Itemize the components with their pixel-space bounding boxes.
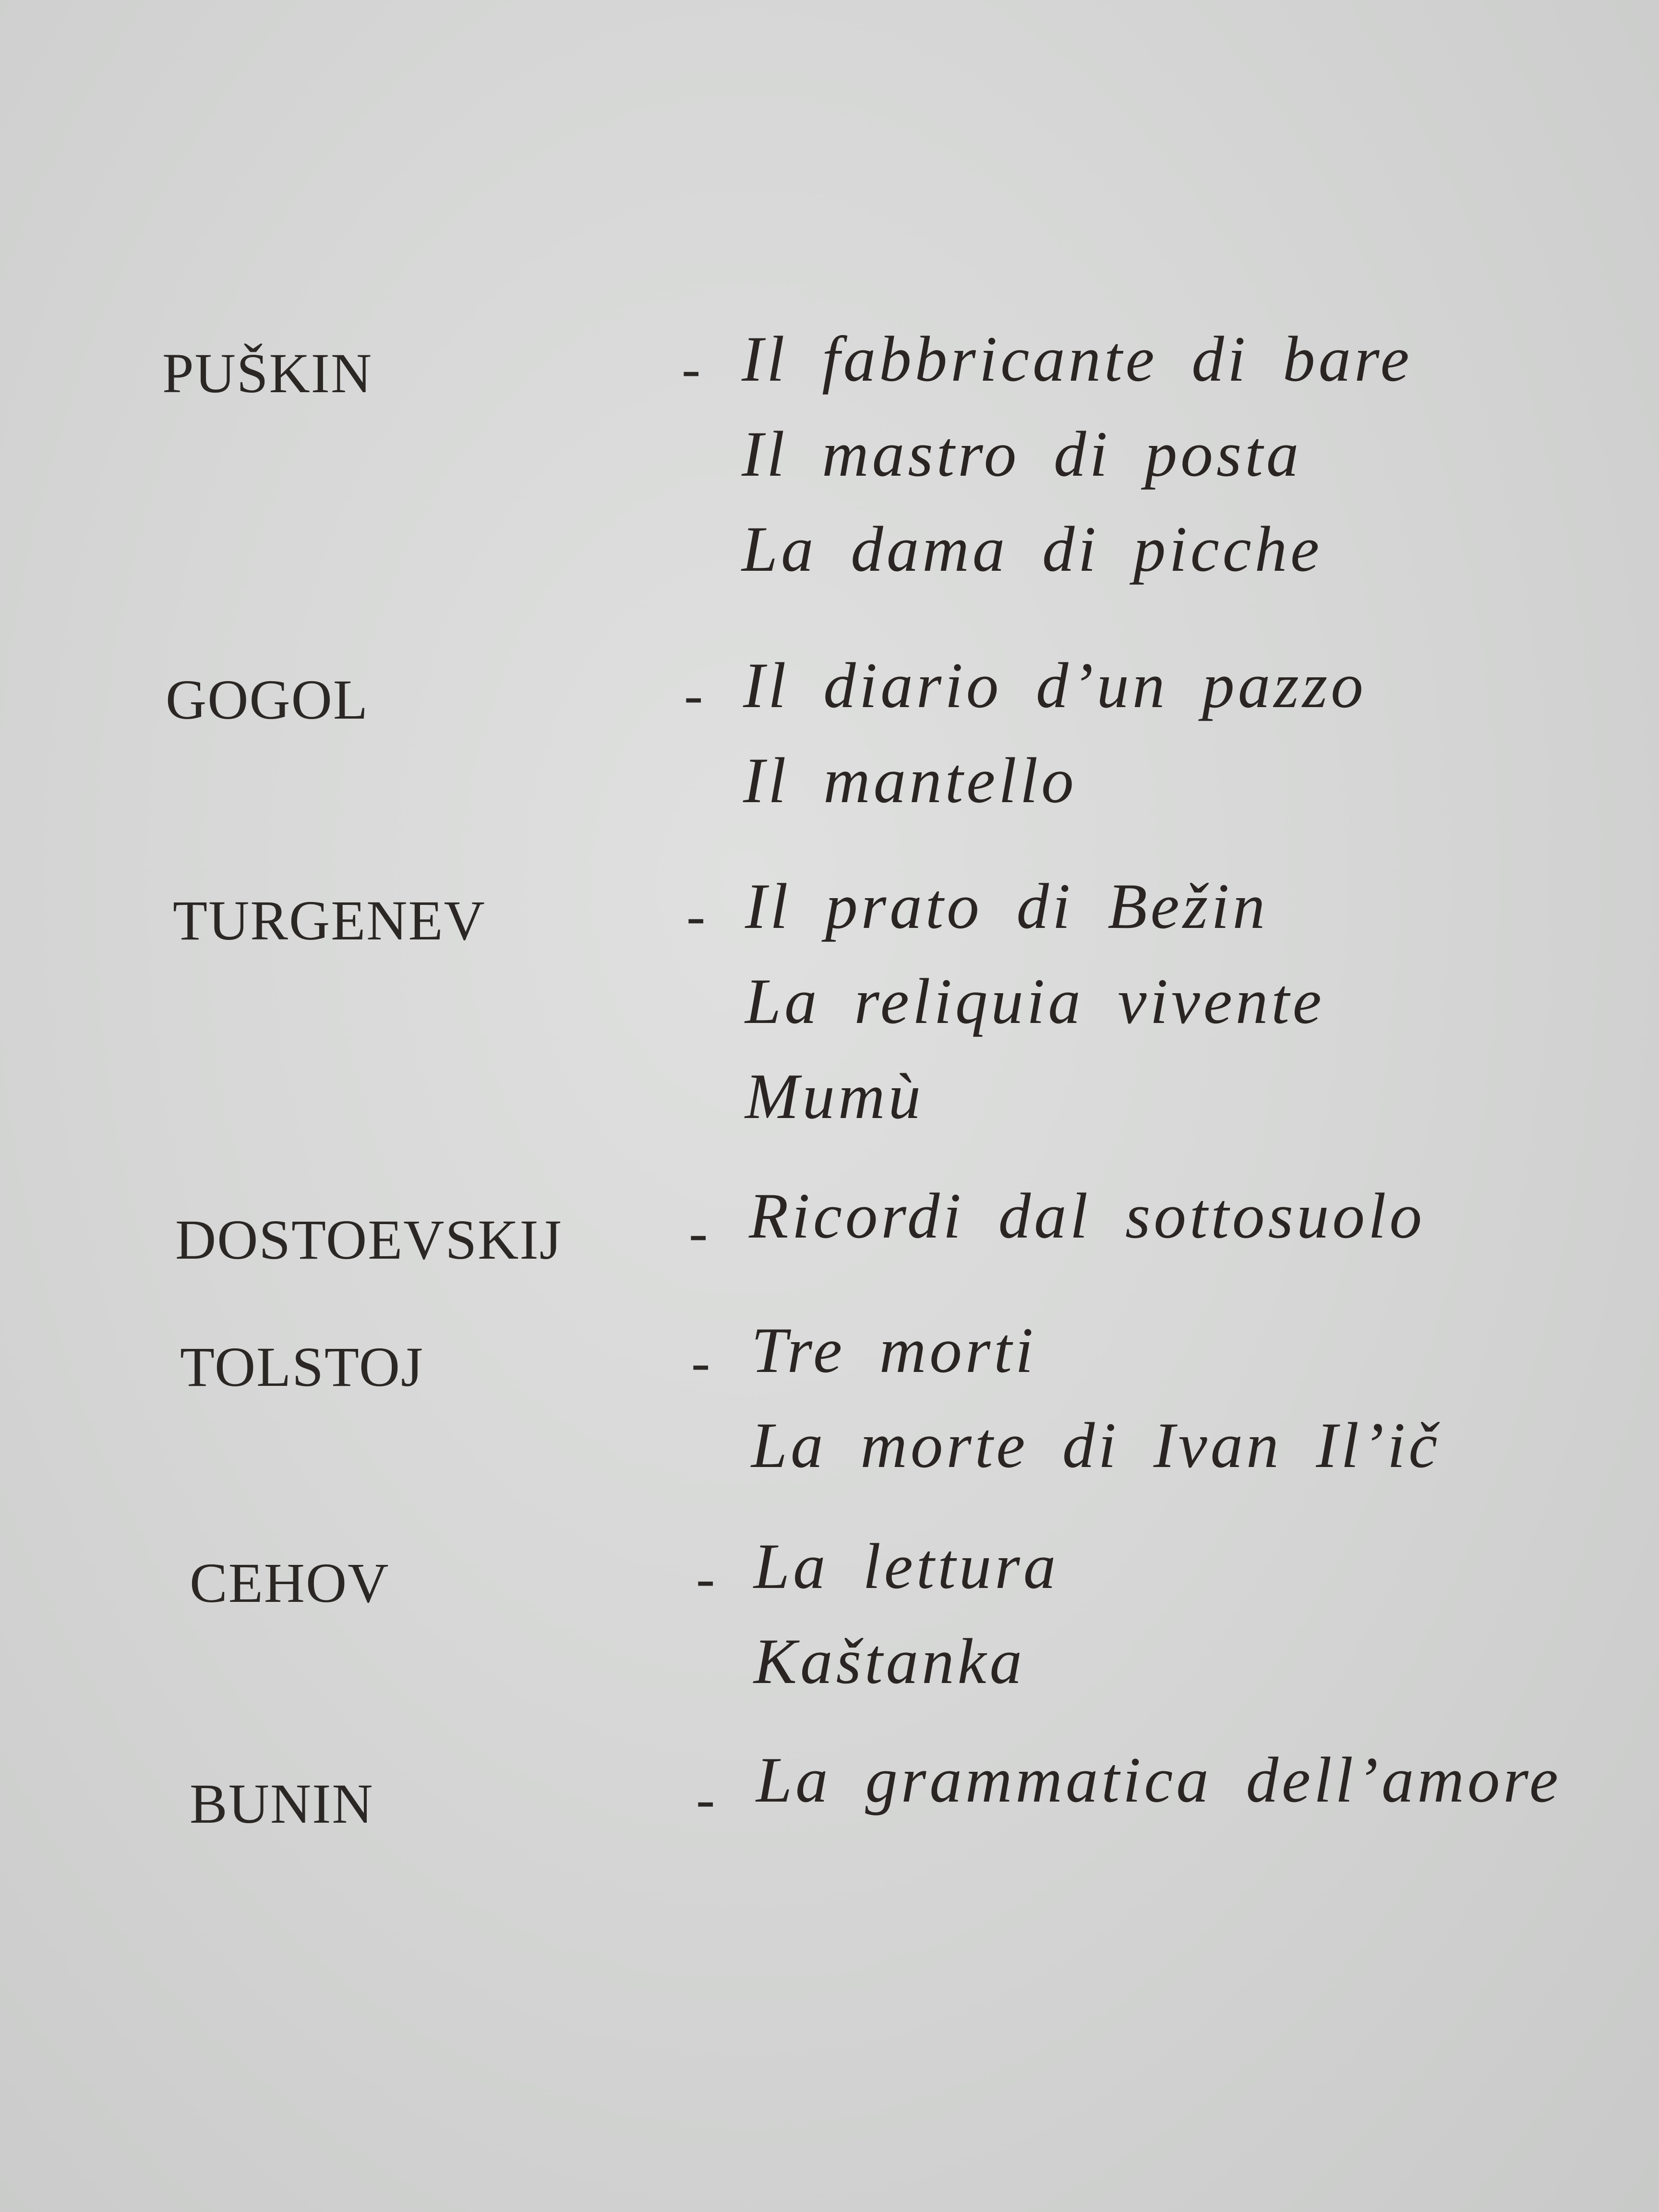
title-list [756,1733,1562,1828]
dash-separator: - [686,884,706,947]
title-list [745,859,1325,1144]
title-list [743,638,1367,829]
author-name: PUŠKIN [162,342,373,405]
title-list [749,1169,1425,1264]
story-title: Il prato di Bežin [745,871,1269,942]
story-title: Il diario d’un pazzo [743,650,1367,721]
story-title: Ricordi dal sottosuolo [749,1180,1426,1252]
story-title: La dama di picche [742,514,1323,585]
dash-separator: - [696,1767,715,1830]
story-title: La morte di Ivan Il’ič [751,1410,1441,1481]
author-name: TURGENEV [173,889,486,952]
story-title: Tre morti [751,1315,1037,1386]
author-name: CEHOV [190,1551,390,1614]
author-name: DOSTOEVSKIJ [175,1208,563,1271]
author-name: TOLSTOJ [180,1335,424,1398]
story-title: Kaštanka [754,1626,1026,1697]
story-title: Il mastro di posta [742,419,1302,490]
title-list [742,312,1413,597]
title-list [751,1303,1441,1493]
author-name: BUNIN [190,1772,374,1835]
story-title: La lettura [754,1531,1059,1602]
dash-separator: - [691,1331,710,1394]
story-title: Mumù [745,1061,924,1132]
story-title: La reliquia vivente [745,966,1325,1037]
dash-separator: - [684,663,703,726]
author-name: GOGOL [166,668,369,731]
dash-separator: - [696,1547,715,1610]
title-list [754,1519,1059,1709]
dash-separator: - [689,1201,708,1264]
story-title: Il fabbricante di bare [742,324,1413,395]
story-title: Il mantello [743,745,1077,817]
story-title: La grammatica dell’amore [756,1744,1562,1816]
dash-separator: - [682,337,701,400]
